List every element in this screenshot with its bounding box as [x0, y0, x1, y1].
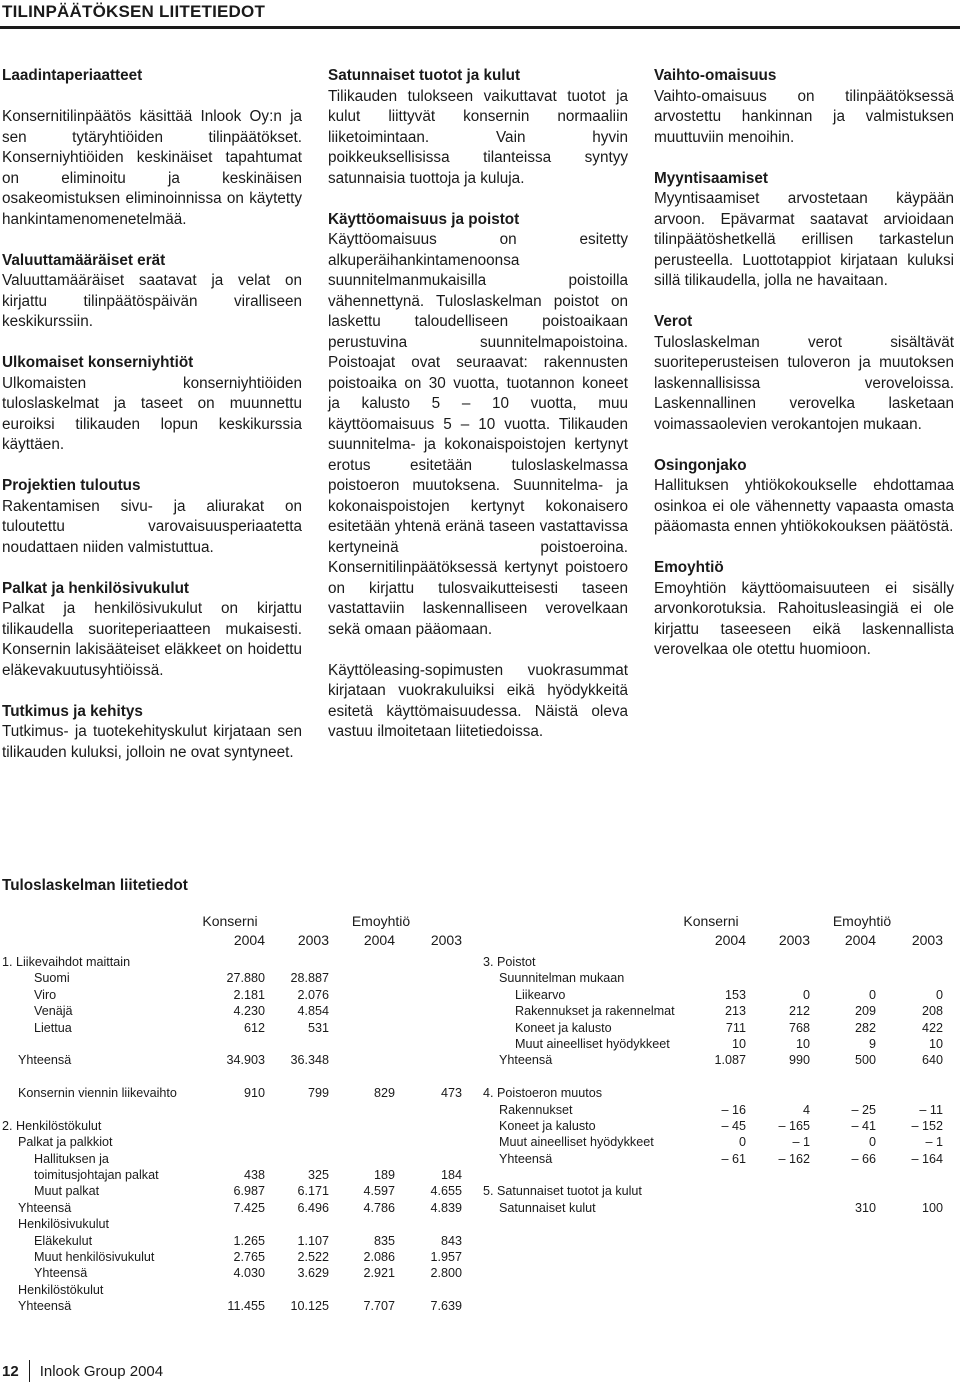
- table-cell-value: 2.921: [363, 1266, 395, 1281]
- table-row: [483, 1102, 943, 1118]
- section-text: Konsernitilinpäätös käsittää Inlook Oy:n ja sen tytäryhtiöiden tilinpäätökset. Konserniyhtiöiden keskinäiset tapahtumat on eliminoitu ja keskinäisen osakeomistuksen eliminoinnissa on käytetty hankintamenomenetelmää.: [2, 108, 302, 228]
- table-row: [2, 1200, 462, 1216]
- table-cell-label: Muut aineelliset hyödykkeet: [515, 1036, 670, 1051]
- table-cell-value: – 25: [851, 1102, 876, 1117]
- text-column-1: [2, 66, 302, 784]
- tables-title: Tuloslaskelman liitetiedot: [2, 877, 188, 894]
- section-text: Käyttöomaisuus on esitetty alkuperäihankintamenoonsa suunnitelmanmukaisilla poistoilla vähennettynä. Tuloslaskelman poistot on laskettu taloudelliseen poistoaikaan perustuvina suunnitelmapoistoina. Poistoajat ovat seuraavat: rakennusten poistoaika on 30 vuotta, tuotannon koneet ja kalusto 5 – 10 vuotta, muu käyttöomaisuus 5 – 10 vuotta. Tilikauden suunnitelma- ja kokonaispoistojen kertynyt erotus esitetään tuloslaskelmassa poistoeron muutoksena. Suunnitelma- ja kokonaispoistojen kertynyt kokonaisero esitetään yhtenä eränä taseen vastattavissa kertyneinä poistoeroina. Konsernitilinpäätöksessä kertynyt poistoero on kirjattu tulosvaikutteisesti taseen vastattaviin laskennalliseen verovelkaan sekä omaan pääomaan.: [328, 231, 628, 638]
- table-row: [483, 1151, 943, 1167]
- column-group-konserni: Konserni: [683, 913, 739, 929]
- column-year: 2004: [844, 932, 876, 948]
- table-cell-value: 473: [440, 1086, 462, 1101]
- section-text: Ulkomaisten konserniyhtiöiden tuloslaskelmat ja taseet on muunnettu euroiksi tilikauden lopun keskikurssia käyttäen.: [2, 374, 302, 453]
- table-row: [2, 1298, 462, 1314]
- table-cell-value: 2.765: [233, 1250, 265, 1265]
- income-notes-table-left: [2, 913, 462, 1315]
- table-cell-label: Konsernin viennin liikevaihto: [18, 1086, 177, 1101]
- table-row: [2, 1216, 462, 1232]
- table-cell-value: – 164: [911, 1151, 943, 1166]
- section-text: Rakentamisen sivu- ja aliurakat on tuloutettu varovaisuusperiaatetta noudattaen niiden valmistuttua.: [2, 497, 302, 556]
- table-cell-label: toimitusjohtajan palkat: [34, 1168, 159, 1183]
- table-cell-value: 7.707: [363, 1299, 395, 1314]
- table-cell-value: 6.987: [233, 1184, 265, 1199]
- table-cell-label: Yhteensä: [18, 1299, 72, 1314]
- note-section: [2, 353, 302, 456]
- section-text: Palkat ja henkilösivukulut on kirjattu tilikaudella suoriteperiaatteen mukaisesti. Konsernin lakisääteiset eläkkeet on hoidettu eläkevakuutusyhtiöissä.: [2, 600, 302, 679]
- table-cell-value: – 165: [778, 1118, 810, 1133]
- table-row: [2, 1183, 462, 1199]
- table-cell-value: 325: [307, 1168, 329, 1183]
- table-cell-label: Koneet ja kalusto: [515, 1020, 612, 1035]
- table-cell-label: Hallituksen ja: [34, 1151, 109, 1166]
- section-text: Tuloslaskelman verot sisältävät suoriteperusteisen tuloveron ja muutoksen laskennallisissa veroveloissa. Laskennallinen verovelka lasketaan voimassaolevien verokantojen mukaan.: [654, 333, 954, 433]
- table-row: [483, 1020, 943, 1036]
- table-cell-value: 422: [921, 1020, 943, 1035]
- table-cell-value: 2.522: [297, 1250, 329, 1265]
- note-section: [654, 66, 954, 148]
- table-cell-label: Henkilösivukulut: [18, 1217, 109, 1232]
- table-cell-label: 5. Satunnaiset tuotot ja kulut: [483, 1184, 642, 1199]
- table-cell-value: 3.629: [297, 1266, 329, 1281]
- table-cell-label: Yhteensä: [18, 1200, 72, 1215]
- table-row: [2, 1167, 462, 1183]
- note-section: [2, 66, 302, 230]
- column-year: 2004: [363, 932, 395, 948]
- table-cell-value: 10: [795, 1036, 810, 1051]
- table-cell-value: – 1: [925, 1135, 943, 1150]
- table-row: [2, 987, 462, 1003]
- table-cell-label: 2. Henkilöstökulut: [2, 1118, 102, 1133]
- table-cell-label: Eläkekulut: [34, 1233, 93, 1248]
- note-section: [2, 702, 302, 764]
- table-cell-label: Yhteensä: [499, 1053, 553, 1068]
- section-text: Käyttöleasing-sopimusten vuokrasummat kirjataan vuokrakuluiksi eikä hyödykkeitä esitetä käyttömaisuudessa. Näistä oleva vastuu ilmoitetaan liitetiedoissa.: [328, 661, 628, 740]
- table-cell-label: Muut palkat: [34, 1184, 100, 1199]
- table-cell-value: 189: [373, 1168, 395, 1183]
- table-row: [2, 1134, 462, 1150]
- column-group-emoyhtio: Emoyhtiö: [832, 913, 892, 929]
- table-cell-value: 153: [724, 987, 746, 1002]
- table-row: [483, 913, 943, 932]
- table-row: [2, 913, 462, 932]
- table-row: [2, 1069, 462, 1085]
- table-cell-value: 711: [725, 1020, 746, 1035]
- table-row: [483, 1052, 943, 1068]
- table-cell-value: 10.125: [290, 1299, 329, 1314]
- table-cell-value: 10: [731, 1036, 746, 1051]
- table-cell-label: Yhteensä: [499, 1151, 553, 1166]
- table-cell-label: Henkilöstökulut: [18, 1282, 104, 1297]
- table-cell-value: – 162: [778, 1151, 810, 1166]
- table-cell-value: – 152: [911, 1118, 943, 1133]
- table-row: [483, 970, 943, 986]
- table-cell-value: 835: [373, 1233, 395, 1248]
- table-cell-value: 2.086: [363, 1250, 395, 1265]
- table-cell-value: 0: [935, 987, 943, 1002]
- table-cell-value: 28.887: [290, 971, 329, 986]
- table-cell-label: Muut aineelliset hyödykkeet: [499, 1135, 654, 1150]
- table-cell-label: 3. Poistot: [483, 955, 536, 969]
- table-cell-value: 531: [307, 1020, 329, 1035]
- table-row: [483, 1167, 943, 1183]
- section-heading: Satunnaiset tuotot ja kulut: [328, 67, 521, 84]
- table-cell-value: – 1: [792, 1135, 810, 1150]
- section-heading: Emoyhtiö: [654, 559, 724, 576]
- table-cell-value: 4.854: [297, 1004, 329, 1019]
- table-cell-label: Viro: [34, 987, 57, 1002]
- table-cell-value: 4.655: [430, 1184, 462, 1199]
- table-row: [2, 1020, 462, 1036]
- note-section: [2, 251, 302, 333]
- publication-name: Inlook Group 2004: [39, 1362, 164, 1380]
- table-row: [2, 954, 462, 970]
- table-cell-value: 799: [307, 1086, 329, 1101]
- table-cell-value: – 16: [721, 1102, 746, 1117]
- table-cell-value: 910: [243, 1086, 265, 1101]
- table-cell-label: Muut henkilösivukulut: [34, 1250, 155, 1265]
- table-row: [2, 970, 462, 986]
- table-cell-value: 6.171: [297, 1184, 329, 1199]
- table-cell-value: 10: [928, 1036, 943, 1051]
- table-row: [2, 1249, 462, 1265]
- table-cell-value: 34.903: [226, 1053, 265, 1068]
- table-cell-value: 4.597: [363, 1184, 395, 1199]
- table-cell-value: 27.880: [226, 971, 265, 986]
- section-heading: Myyntisaamiset: [654, 169, 768, 187]
- table-row: [483, 1200, 943, 1216]
- note-section: [654, 456, 954, 538]
- table-row: [483, 1118, 943, 1134]
- table-cell-value: 0: [868, 1135, 876, 1150]
- note-section: [328, 661, 628, 743]
- table-cell-value: 4: [802, 1102, 810, 1117]
- table-cell-value: 7.425: [233, 1200, 265, 1215]
- page-footer: [2, 1360, 163, 1382]
- note-section: [654, 558, 954, 661]
- section-heading: Käyttöomaisuus ja poistot: [328, 210, 520, 228]
- page-number: 12: [2, 1362, 19, 1380]
- table-cell-label: 1. Liikevaihdot maittain: [2, 955, 131, 969]
- section-heading: Palkat ja henkilösivukulut: [2, 579, 190, 597]
- table-row: [483, 1069, 943, 1085]
- table-cell-value: 829: [373, 1086, 395, 1101]
- note-section: [2, 476, 302, 558]
- table-cell-value: 4.786: [363, 1200, 395, 1215]
- table-cell-label: Koneet ja kalusto: [499, 1118, 596, 1133]
- column-year: 2004: [714, 932, 746, 948]
- table-row: [483, 1085, 943, 1101]
- table-cell-value: 1.265: [233, 1233, 265, 1248]
- table-cell-value: 208: [921, 1004, 943, 1019]
- table-cell-value: 2.076: [297, 987, 329, 1002]
- table-row: [483, 1134, 943, 1150]
- section-heading: Tutkimus ja kehitys: [2, 702, 143, 720]
- text-column-2: [328, 66, 628, 763]
- note-section: [654, 169, 954, 292]
- table-cell-value: – 11: [919, 1102, 943, 1117]
- table-cell-value: – 41: [851, 1118, 876, 1133]
- table-cell-value: 213: [724, 1004, 746, 1019]
- table-cell-label: Suomi: [34, 971, 70, 986]
- table-row: [483, 932, 943, 954]
- table-row: [2, 1003, 462, 1019]
- table-cell-value: 1.957: [430, 1250, 462, 1265]
- table-row: [2, 1233, 462, 1249]
- footer-divider: [29, 1360, 30, 1382]
- table-cell-value: 990: [788, 1053, 810, 1068]
- section-heading: Projektien tuloutus: [2, 477, 141, 494]
- table-row: [483, 1036, 943, 1052]
- table-cell-label: Yhteensä: [18, 1053, 72, 1068]
- table-cell-value: 0: [868, 987, 876, 1002]
- table-cell-value: 500: [854, 1053, 876, 1068]
- table-cell-value: 2.181: [233, 987, 265, 1002]
- table-row: [2, 1036, 462, 1052]
- section-text: Hallituksen yhtiökokoukselle ehdottamaa osinkoa ei ole vähennetty vapaasta omasta pääomasta ennen yhtiökokouksen päätöstä.: [654, 477, 954, 535]
- table-cell-label: Venäjä: [34, 1004, 73, 1019]
- table-row: [483, 954, 943, 970]
- table-row: [2, 1052, 462, 1068]
- table-cell-label: Palkat ja palkkiot: [18, 1135, 113, 1150]
- section-text: Vaihto-omaisuus on tilinpäätöksessä arvostettu hankinnan ja valmistuksen muuttuviin menoihin.: [654, 87, 954, 146]
- column-year: 2003: [297, 932, 329, 948]
- table-cell-value: 438: [243, 1168, 265, 1183]
- table-cell-label: Rakennukset: [499, 1102, 573, 1117]
- table-row: [483, 987, 943, 1003]
- column-year: 2004: [233, 932, 265, 948]
- table-cell-value: 4.030: [233, 1266, 265, 1281]
- table-cell-value: 282: [854, 1020, 876, 1035]
- table-cell-label: Suunnitelman mukaan: [499, 971, 625, 986]
- table-cell-value: 212: [788, 1004, 810, 1019]
- table-row: [483, 1183, 943, 1199]
- table-row: [2, 1085, 462, 1101]
- column-year: 2003: [430, 932, 462, 948]
- column-year: 2003: [911, 932, 943, 948]
- table-cell-value: 2.800: [430, 1266, 462, 1281]
- section-text: Tutkimus- ja tuotekehityskulut kirjataan sen tilikauden kuluksi, jolloin ne ovat syntyneet.: [2, 723, 302, 761]
- table-cell-label: Liettua: [34, 1020, 72, 1035]
- table-row: [2, 1102, 462, 1118]
- table-cell-value: 9: [868, 1036, 876, 1051]
- section-text: Tilikauden tulokseen vaikuttavat tuotot ja kulut liittyvät konsernin normaaliin liiketoimintaan. Vain hyvin poikkeuksellisissa tilanteissa syntyy satunnaisia tuottoja ja kuluja.: [328, 87, 628, 187]
- table-cell-label: Satunnaiset kulut: [499, 1200, 596, 1215]
- table-cell-value: 100: [921, 1200, 943, 1215]
- section-heading: Ulkomaiset konserniyhtiöt: [2, 354, 194, 371]
- table-cell-label: 4. Poistoeron muutos: [483, 1086, 603, 1101]
- table-cell-value: 7.639: [430, 1299, 462, 1314]
- section-heading: Vaihto-omaisuus: [654, 67, 777, 84]
- table-cell-value: – 61: [721, 1151, 746, 1166]
- column-group-emoyhtio: Emoyhtiö: [351, 913, 411, 929]
- table-cell-value: 768: [788, 1020, 810, 1035]
- text-column-3: [654, 66, 954, 681]
- note-section: [654, 312, 954, 435]
- table-row: [2, 932, 462, 954]
- table-cell-value: 209: [854, 1004, 876, 1019]
- column-group-konserni: Konserni: [202, 913, 258, 929]
- table-cell-value: 4.839: [430, 1200, 462, 1215]
- table-cell-value: 36.348: [290, 1053, 329, 1068]
- table-cell-value: 1.107: [297, 1233, 329, 1248]
- column-year: 2003: [778, 932, 810, 948]
- note-section: [2, 579, 302, 682]
- note-section: [328, 66, 628, 189]
- table-row: [2, 1118, 462, 1134]
- section-text: Emoyhtiön käyttöomaisuuteen ei sisälly arvonkorotuksia. Rahoitusleasingiä ei ole kirjattu taseeseen eikä laskennallista verovelkaa ole otettu huomioon.: [654, 579, 954, 658]
- section-heading: Verot: [654, 313, 693, 330]
- table-cell-value: 11.455: [227, 1299, 265, 1314]
- table-cell-value: 0: [738, 1135, 746, 1150]
- table-row: [2, 1282, 462, 1298]
- note-section: [328, 210, 628, 641]
- table-cell-value: – 45: [721, 1118, 746, 1133]
- table-cell-value: 184: [440, 1168, 462, 1183]
- table-row: [2, 1265, 462, 1281]
- section-heading: Laadintaperiaatteet: [2, 67, 143, 84]
- table-row: [483, 1003, 943, 1019]
- table-cell-value: 6.496: [297, 1200, 329, 1215]
- section-heading: Valuuttamääräiset erät: [2, 251, 166, 269]
- section-heading: Osingonjako: [654, 456, 747, 474]
- section-text: Valuuttamääräiset saatavat ja velat on kirjattu tilinpäätöspäivän viralliseen keskikurssiin.: [2, 272, 302, 330]
- table-cell-value: 640: [921, 1053, 943, 1068]
- table-cell-value: 0: [802, 987, 810, 1002]
- page-header: [0, 0, 960, 29]
- section-text: Myyntisaamiset arvostetaan käypään arvoon. Epävarmat saatavat arvioidaan tilinpäätöshetkellä erillisen tarkastelun perusteella. Luottotappiot kirjataan kuluksi sillä tilikaudella, jolla ne havaitaan.: [654, 190, 954, 289]
- table-cell-value: – 66: [851, 1151, 876, 1166]
- table-cell-value: 310: [854, 1200, 876, 1215]
- table-cell-label: Yhteensä: [34, 1266, 88, 1281]
- page-title: TILINPÄÄTÖKSEN LIITETIEDOT: [2, 2, 266, 21]
- table-cell-value: 843: [440, 1233, 462, 1248]
- table-cell-label: Liikearvo: [515, 987, 566, 1002]
- table-cell-value: 4.230: [233, 1004, 265, 1019]
- table-cell-value: 1.087: [714, 1053, 746, 1068]
- table-cell-label: Rakennukset ja rakennelmat: [515, 1004, 675, 1019]
- table-cell-value: 612: [243, 1020, 265, 1035]
- income-notes-table-right: [483, 913, 943, 1216]
- table-row: [2, 1151, 462, 1167]
